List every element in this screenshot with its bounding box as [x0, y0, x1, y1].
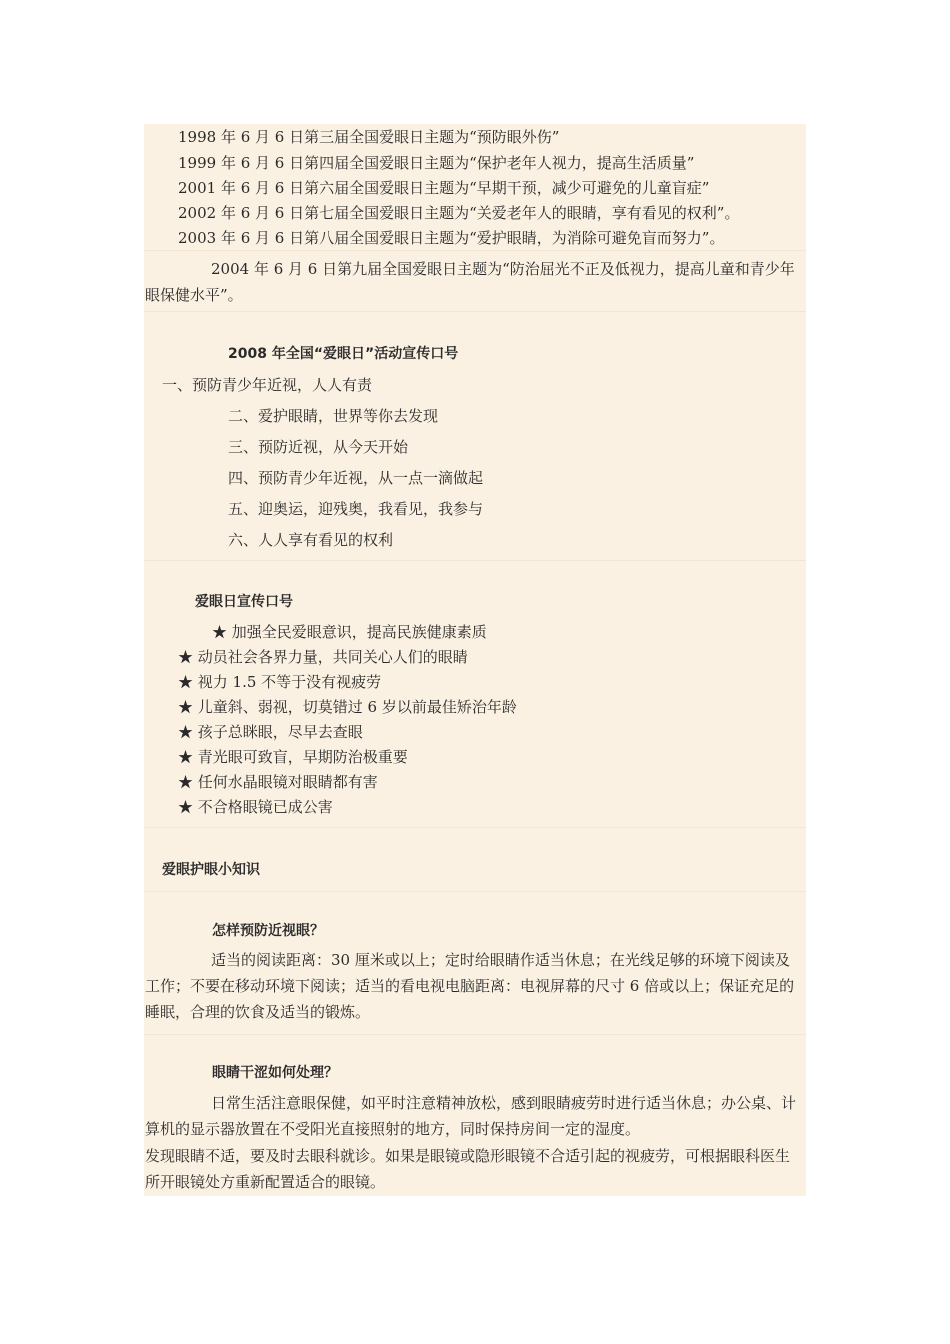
slogan-item: ★ 儿童斜、弱视，切莫错过 6 岁以前最佳矫治年龄	[178, 698, 517, 716]
divider	[144, 891, 806, 892]
slogan-item: ★ 孩子总眯眼，尽早去查眼	[178, 723, 363, 741]
knowledge-title: 爱眼护眼小知识	[162, 862, 260, 878]
theme-2001: 2001 年 6 月 6 日第六届全国爱眼日主题为“早期干预，减少可避免的儿童盲症”	[178, 179, 710, 197]
theme-1998: 1998 年 6 月 6 日第三届全国爱眼日主题为“预防眼外伤”	[178, 128, 560, 146]
divider	[144, 311, 806, 312]
slogan-item: ★ 动员社会各界力量，共同关心人们的眼睛	[178, 648, 468, 666]
divider	[144, 560, 806, 561]
q2-title: 眼睛干涩如何处理？	[212, 1065, 338, 1081]
slogan-item: ★ 不合格眼镜已成公害	[178, 798, 333, 816]
slogans-2008-title: 2008 年全国“爱眼日”活动宣传口号	[228, 346, 459, 362]
divider	[144, 1034, 806, 1035]
theme-1999: 1999 年 6 月 6 日第四届全国爱眼日主题为“保护老年人视力，提高生活质量”	[178, 154, 695, 172]
slogan-2008-item: 四、预防青少年近视，从一点一滴做起	[228, 469, 484, 487]
slogan-item: ★ 加强全民爱眼意识，提高民族健康素质	[212, 623, 487, 641]
theme-2004: 2004 年 6 月 6 日第九届全国爱眼日主题为“防治屈光不正及低视力，提高儿童和青少年眼保健水平”。	[145, 260, 795, 304]
slogan-item: ★ 任何水晶眼镜对眼睛都有害	[178, 773, 378, 791]
q2-body-2: 发现眼睛不适，要及时去眼科就诊。如果是眼镜或隐形眼镜不合适引起的视疲劳，可根据眼科医生所开眼镜处方重新配置适合的眼镜。	[145, 1147, 791, 1191]
slogan-item: ★ 视力 1.5 不等于没有视疲劳	[178, 673, 382, 691]
q1-body: 适当的阅读距离：30 厘米或以上；定时给眼睛作适当休息；在光线足够的环境下阅读及工作；不要在移动环境下阅读；适当的看电视电脑距离：电视屏幕的尺寸 6 倍或以上；保证充足的睡眠，合理的饮食及适当的锻炼。	[145, 951, 795, 1021]
slogan-2008-item: 五、迎奥运，迎残奥，我看见，我参与	[228, 500, 484, 518]
slogans-title: 爱眼日宣传口号	[195, 594, 293, 610]
theme-2003: 2003 年 6 月 6 日第八届全国爱眼日主题为“爱护眼睛，为消除可避免盲而努力”。	[178, 229, 725, 247]
slogan-2008-item: 二、爱护眼睛，世界等你去发现	[228, 407, 439, 425]
slogan-2008-item: 三、预防近视，从今天开始	[228, 438, 409, 456]
slogan-item: ★ 青光眼可致盲，早期防治极重要	[178, 748, 408, 766]
slogan-2008-item: 一、预防青少年近视，人人有责	[162, 376, 373, 394]
q2-body-1: 日常生活注意眼保健，如平时注意精神放松，感到眼睛疲劳时进行适当休息；办公桌、计算机的显示器放置在不受阳光直接照射的地方，同时保持房间一定的湿度。	[145, 1094, 797, 1138]
slogan-2008-item: 六、人人享有看见的权利	[228, 531, 394, 549]
divider	[144, 827, 806, 828]
theme-2002: 2002 年 6 月 6 日第七届全国爱眼日主题为“关爱老年人的眼睛，享有看见的权利”。	[178, 204, 740, 222]
q1-title: 怎样预防近视眼？	[212, 923, 324, 939]
divider	[144, 250, 806, 251]
